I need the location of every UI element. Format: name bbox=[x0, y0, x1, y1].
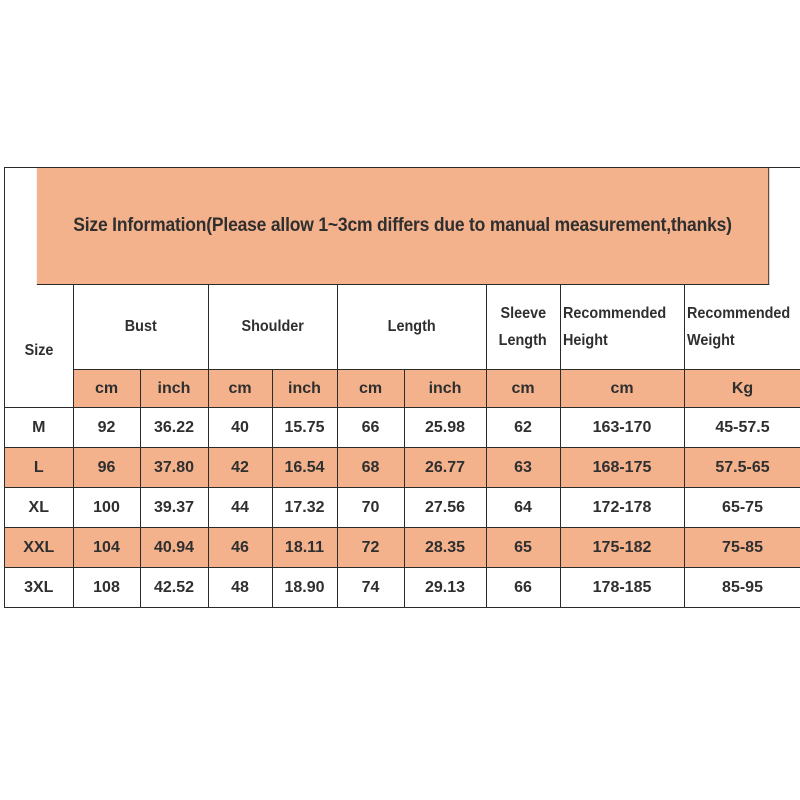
cell-weight-kg: 75-85 bbox=[684, 528, 800, 568]
cell-length-cm: 74 bbox=[337, 568, 404, 608]
chart-title: Size Information(Please allow 1~3cm differs due to manual measurement,thanks) bbox=[37, 168, 769, 285]
cell-sleeve-cm: 62 bbox=[486, 408, 560, 448]
cell-shoulder-inch: 16.54 bbox=[272, 448, 337, 488]
cell-height-cm: 175-182 bbox=[560, 528, 684, 568]
cell-length-inch: 29.13 bbox=[404, 568, 486, 608]
cell-weight-kg: 57.5-65 bbox=[684, 448, 800, 488]
cell-shoulder-inch: 15.75 bbox=[272, 408, 337, 448]
size-table bbox=[5, 285, 800, 608]
cell-size: L bbox=[5, 448, 73, 488]
cell-shoulder-inch: 18.90 bbox=[272, 568, 337, 608]
cell-height-cm: 163-170 bbox=[560, 408, 684, 448]
cell-size: 3XL bbox=[5, 568, 73, 608]
unit-shoulder-cm: cm bbox=[208, 370, 272, 408]
size-chart bbox=[4, 167, 800, 608]
header-bust: Bust bbox=[73, 285, 208, 370]
cell-sleeve-cm: 63 bbox=[486, 448, 560, 488]
unit-length-cm: cm bbox=[337, 370, 404, 408]
cell-weight-kg: 85-95 bbox=[684, 568, 800, 608]
header-size: Size bbox=[5, 285, 73, 408]
cell-bust-inch: 40.94 bbox=[140, 528, 208, 568]
cell-length-inch: 28.35 bbox=[404, 528, 486, 568]
cell-height-cm: 178-185 bbox=[560, 568, 684, 608]
cell-shoulder-cm: 48 bbox=[208, 568, 272, 608]
cell-sleeve-cm: 65 bbox=[486, 528, 560, 568]
cell-length-inch: 26.77 bbox=[404, 448, 486, 488]
cell-bust-cm: 108 bbox=[73, 568, 140, 608]
cell-bust-cm: 92 bbox=[73, 408, 140, 448]
cell-sleeve-cm: 64 bbox=[486, 488, 560, 528]
cell-height-cm: 172-178 bbox=[560, 488, 684, 528]
table-row bbox=[5, 568, 800, 608]
unit-weight-kg: Kg bbox=[684, 370, 800, 408]
cell-size: XL bbox=[5, 488, 73, 528]
cell-bust-inch: 36.22 bbox=[140, 408, 208, 448]
unit-row bbox=[5, 370, 800, 408]
header-row bbox=[5, 285, 800, 370]
cell-size: M bbox=[5, 408, 73, 448]
unit-shoulder-inch: inch bbox=[272, 370, 337, 408]
cell-bust-cm: 96 bbox=[73, 448, 140, 488]
cell-weight-kg: 65-75 bbox=[684, 488, 800, 528]
unit-sleeve-cm: cm bbox=[486, 370, 560, 408]
cell-length-inch: 25.98 bbox=[404, 408, 486, 448]
table-row bbox=[5, 528, 800, 568]
cell-size: XXL bbox=[5, 528, 73, 568]
cell-length-cm: 66 bbox=[337, 408, 404, 448]
cell-length-cm: 72 bbox=[337, 528, 404, 568]
header-sleeve-length: Sleeve Length bbox=[486, 285, 560, 370]
cell-shoulder-cm: 42 bbox=[208, 448, 272, 488]
cell-shoulder-cm: 40 bbox=[208, 408, 272, 448]
table-row bbox=[5, 488, 800, 528]
unit-bust-cm: cm bbox=[73, 370, 140, 408]
cell-shoulder-inch: 18.11 bbox=[272, 528, 337, 568]
unit-height-cm: cm bbox=[560, 370, 684, 408]
table-row bbox=[5, 448, 800, 488]
cell-length-cm: 70 bbox=[337, 488, 404, 528]
cell-bust-inch: 39.37 bbox=[140, 488, 208, 528]
cell-length-cm: 68 bbox=[337, 448, 404, 488]
table-row bbox=[5, 408, 800, 448]
cell-bust-cm: 100 bbox=[73, 488, 140, 528]
cell-length-inch: 27.56 bbox=[404, 488, 486, 528]
header-shoulder: Shoulder bbox=[208, 285, 337, 370]
header-recommended-height: Recommended Height bbox=[560, 285, 684, 370]
cell-shoulder-inch: 17.32 bbox=[272, 488, 337, 528]
cell-shoulder-cm: 44 bbox=[208, 488, 272, 528]
cell-weight-kg: 45-57.5 bbox=[684, 408, 800, 448]
unit-bust-inch: inch bbox=[140, 370, 208, 408]
cell-sleeve-cm: 66 bbox=[486, 568, 560, 608]
unit-length-inch: inch bbox=[404, 370, 486, 408]
cell-bust-inch: 42.52 bbox=[140, 568, 208, 608]
header-length: Length bbox=[337, 285, 486, 370]
cell-shoulder-cm: 46 bbox=[208, 528, 272, 568]
header-recommended-weight: Recommended Weight bbox=[684, 285, 800, 370]
cell-height-cm: 168-175 bbox=[560, 448, 684, 488]
cell-bust-inch: 37.80 bbox=[140, 448, 208, 488]
cell-bust-cm: 104 bbox=[73, 528, 140, 568]
